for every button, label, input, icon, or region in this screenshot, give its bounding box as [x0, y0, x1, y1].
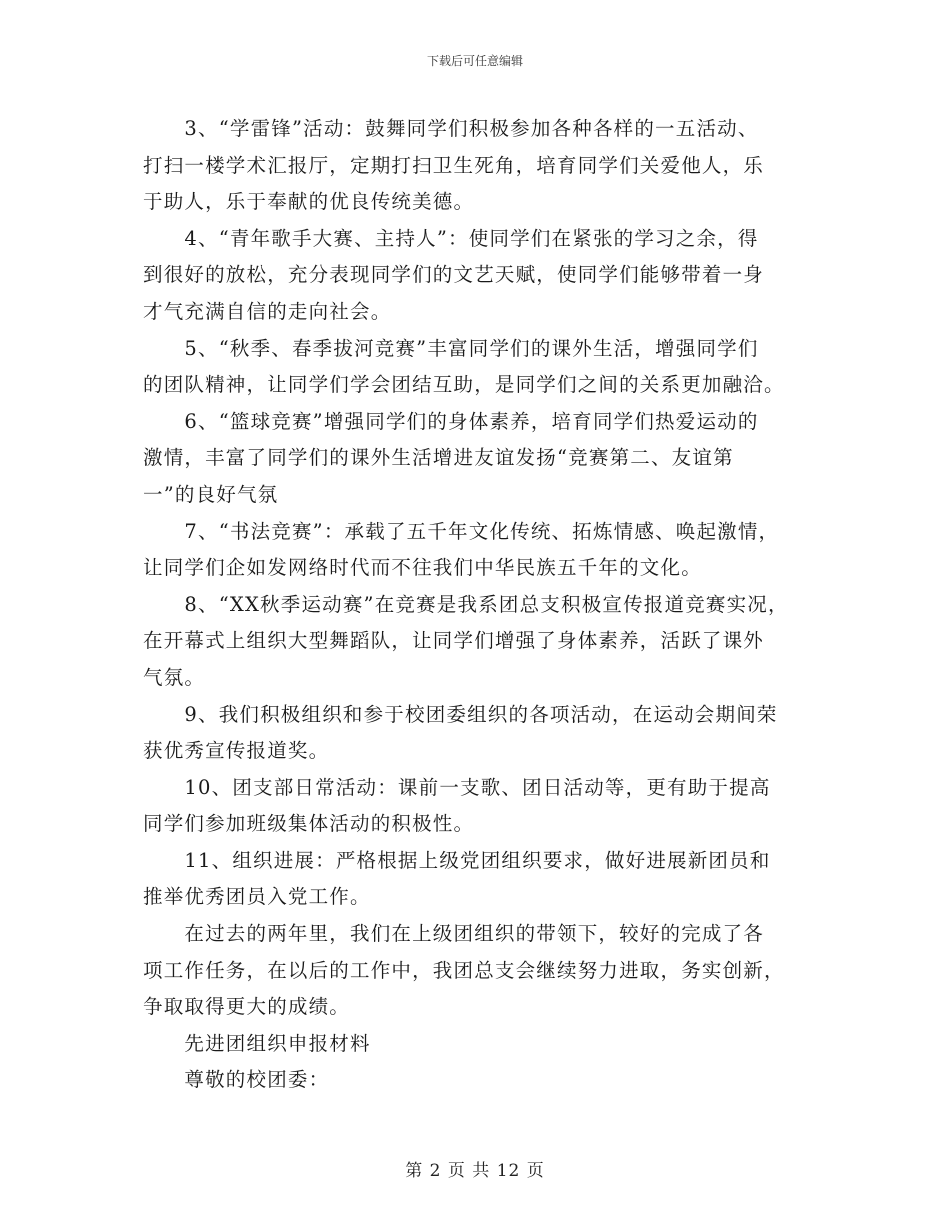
text-line: 在开幕式上组织大型舞蹈队，让同学们增强了身体素养，活跃了课外 — [143, 629, 765, 653]
text-line: 3、“学雷锋”活动：鼓舞同学们积极参加各种各样的一五活动、 — [143, 117, 759, 140]
text-line: 的团队精神，让同学们学会团结互助，是同学们之间的关系更加融洽。 — [143, 373, 785, 397]
text-line: 推举优秀团员入党工作。 — [143, 885, 371, 909]
text-line: 10、团支部日常活动：课前一支歌、团日活动等，更有助于提高 — [143, 775, 771, 799]
text-line: 9、我们积极组织和参于校团委组织的各项活动，在运动会期间荣 — [143, 702, 778, 726]
text-line: 6、“篮球竞赛”增强同学们的身体素养，培育同学们热爱运动的 — [143, 409, 759, 433]
page-footer: 第 2 页 共 12 页 — [405, 1161, 545, 1181]
text-line: 获优秀宣传报道奖。 — [143, 739, 330, 763]
text-line: 激情，丰富了同学们的课外生活增进友谊发扬“竞赛第二、友谊第 — [143, 446, 734, 470]
text-line: 8、“XX秋季运动赛”在竞赛是我系团总支积极宣传报道竞赛实况， — [143, 592, 789, 616]
text-line: 才气充满自信的走向社会。 — [143, 299, 392, 323]
text-line: 争取取得更大的成绩。 — [143, 995, 351, 1019]
text-line: 在过去的两年里，我们在上级团组织的带领下，较好的完成了各 — [143, 922, 765, 946]
text-line: 一”的良好气氛 — [143, 482, 279, 506]
text-line: 气氛。 — [143, 665, 206, 689]
text-line: 同学们参加班级集体活动的积极性。 — [143, 812, 475, 836]
text-line: 尊敬的校团委： — [143, 1068, 330, 1092]
text-line: 11、组织进展：严格根据上级党团组织要求，做好进展新团员和 — [143, 848, 771, 872]
text-line: 打扫一楼学术汇报厅，定期打扫卫生死角，培育同学们关爱他人，乐 — [143, 153, 765, 177]
text-line: 项工作任务，在以后的工作中，我团总支会继续努力进取，务实创新， — [143, 958, 785, 982]
document-body — [143, 111, 823, 1099]
text-line: 到很好的放松，充分表现同学们的文艺天赋，使同学们能够带着一身 — [143, 263, 765, 287]
text-line: 先进团组织申报材料 — [143, 1031, 371, 1055]
text-line: 4、“青年歌手大赛、主持人”：使同学们在紧张的学习之余，得 — [143, 226, 759, 250]
page-header: 下载后可任意编辑 — [426, 54, 523, 68]
text-line: 7、“书法竞赛”：承载了五千年文化传统、拓炼情感、唤起激情， — [143, 519, 780, 543]
text-line: 于助人，乐于奉献的优良传统美德。 — [143, 190, 475, 214]
text-line: 5、“秋季、春季拔河竞赛”丰富同学们的课外生活，增强同学们 — [143, 336, 759, 360]
text-line: 让同学们企如发网络时代而不往我们中华民族五千年的文化。 — [143, 556, 702, 580]
